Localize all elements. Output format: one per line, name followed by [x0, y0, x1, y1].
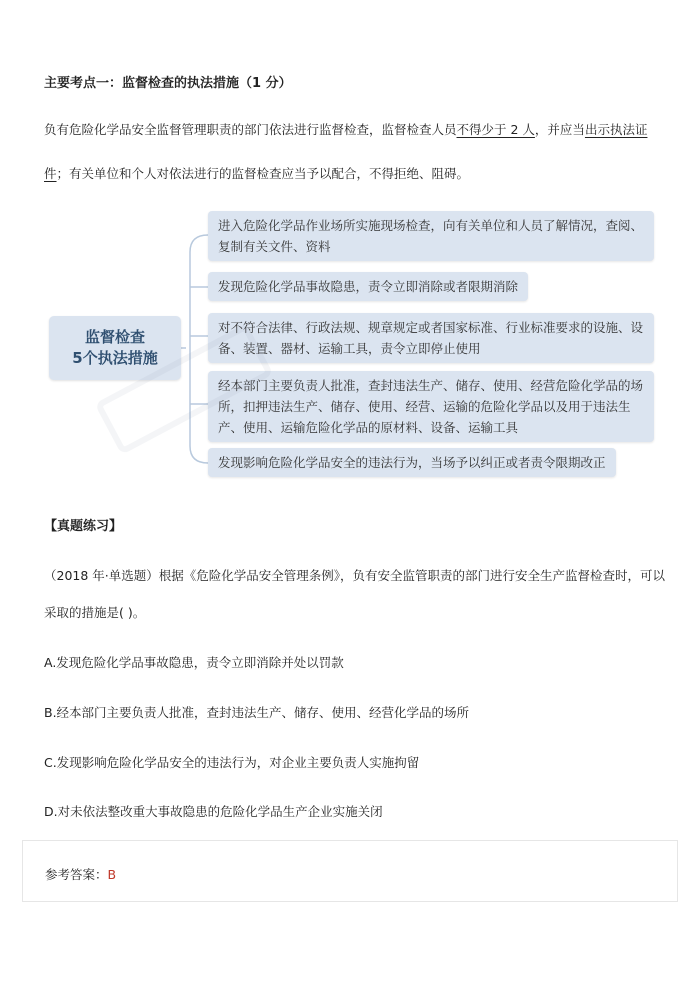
- mindmap-center-line-2: 5个执法措施: [72, 349, 158, 367]
- intro-text-1: 负有危险化学品安全监督管理职责的部门依法进行监督检查，监督检查人员: [44, 122, 457, 137]
- option-b: B.经本部门主要负责人批准，查封违法生产、储存、使用、经营化学品的场所: [44, 705, 470, 720]
- mindmap-branch-4: 经本部门主要负责人批准，查封违法生产、储存、使用、经营危险化学品的场所，扣押违法生产、储存、使用、经营、运输的危险化学品以及用于违法生产、使用、运输危险化学品的原材料、设备、运输工具: [208, 371, 654, 442]
- intro-underline-2: 出示执法证: [584, 122, 648, 137]
- answer-box: [22, 840, 678, 902]
- option-c: C.发现影响危险化学品安全的违法行为，对企业主要负责人实施拘留: [44, 755, 420, 770]
- mindmap-branch-2: 发现危险化学品事故隐患，责令立即消除或者限期消除: [208, 272, 528, 301]
- practice-label: 【真题练习】: [44, 519, 123, 534]
- mindmap-branch-5: 发现影响危险化学品安全的违法行为，当场予以纠正或者责令限期改正: [208, 448, 616, 477]
- question-line-1: （2018 年·单选题）根据《危险化学品安全管理条例》，负有安全监管职责的部门进行安全生产监督检查时，可以: [44, 568, 666, 583]
- mindmap-center-node: [49, 316, 181, 380]
- intro-text-2: ，并应当: [534, 122, 585, 137]
- mindmap-branch-1: 进入危险化学品作业场所实施现场检查，向有关单位和人员了解情况，查阅、复制有关文件、资料: [208, 211, 654, 261]
- section-heading: 主要考点一：监督检查的执法措施（1 分）: [44, 76, 292, 91]
- intro-text-3: ；有关单位和个人对依法进行的监督检查应当予以配合，不得拒绝、阻碍。: [56, 166, 470, 181]
- answer-line: [45, 865, 116, 883]
- intro-underline-3: 件: [44, 166, 57, 181]
- intro-underline-1: 不得少于 2 人: [456, 122, 535, 137]
- answer-value: B: [107, 867, 117, 882]
- mindmap-center-line-1: 监督检查: [84, 328, 145, 346]
- answer-label: 参考答案：: [45, 867, 108, 882]
- question-line-2: 采取的措施是( )。: [44, 605, 146, 620]
- mindmap-branch-3: 对不符合法律、行政法规、规章规定或者国家标准、行业标准要求的设施、设备、装置、器材、运输工具，责令立即停止使用: [208, 313, 654, 363]
- option-a: A.发现危险化学品事故隐患，责令立即消除并处以罚款: [44, 655, 344, 670]
- option-d: D.对未依法整改重大事故隐患的危险化学品生产企业实施关闭: [44, 804, 383, 819]
